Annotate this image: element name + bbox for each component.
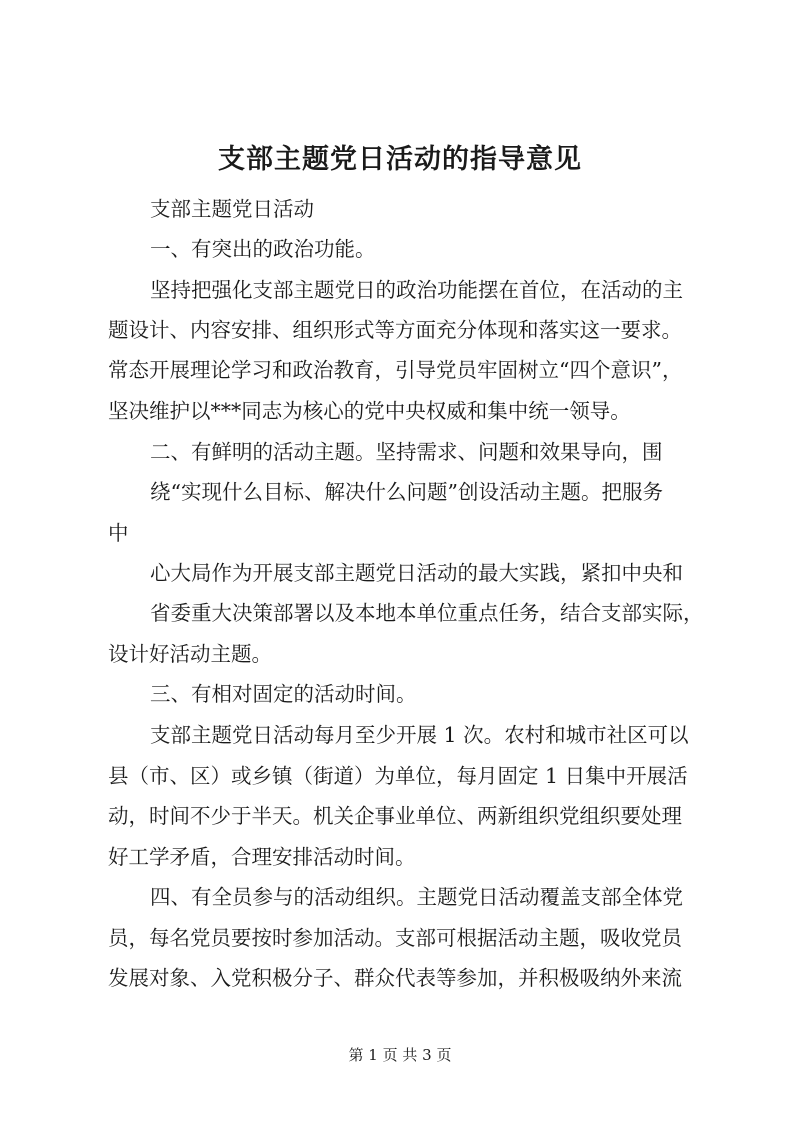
text-line: 支部主题党日活动	[150, 197, 314, 221]
text-line: 绕“实现什么目标、解决什么问题”创设活动主题。把服务	[150, 480, 663, 504]
page-number-footer: 第 1 页 共 3 页	[348, 1046, 452, 1064]
text-line: 心大局作为开展支部主题党日活动的最大实践，紧扣中央和	[150, 561, 683, 585]
text-line: 好工学矛盾，合理安排活动时间。	[108, 845, 416, 869]
text-line: 一、有突出的政治功能。	[150, 237, 376, 261]
text-line: 设计好活动主题。	[108, 642, 272, 666]
text-line: 四、有全员参与的活动组织。主题党日活动覆盖支部全体党	[150, 885, 683, 909]
text-line: 二、有鲜明的活动主题。坚持需求、问题和效果导向，围	[150, 440, 663, 464]
text-line: 发展对象、入党积极分子、群众代表等参加，并积极吸纳外来流	[108, 966, 682, 990]
text-line: 县（市、区）或乡镇（街道）为单位，每月固定 1 日集中开展活	[108, 764, 688, 788]
text-line: 三、有相对固定的活动时间。	[150, 682, 417, 706]
text-line: 坚持把强化支部主题党日的政治功能摆在首位，在活动的主	[150, 278, 683, 302]
text-line: 支部主题党日活动每月至少开展 1 次。农村和城市社区可以	[150, 723, 689, 747]
document-title: 支部主题党日活动的指导意见	[218, 144, 582, 175]
text-line: 常态开展理论学习和政治教育，引导党员牢固树立“四个意识”，	[108, 358, 683, 382]
text-line: 中	[108, 521, 129, 545]
text-line: 省委重大决策部署以及本地本单位重点任务，结合支部实际，	[150, 601, 704, 625]
text-line: 坚决维护以***同志为核心的党中央权威和集中统一领导。	[108, 399, 631, 423]
text-line: 员，每名党员要按时参加活动。支部可根据活动主题，吸收党员	[108, 926, 682, 950]
text-line: 动，时间不少于半天。机关企事业单位、两新组织党组织要处理	[108, 804, 682, 828]
text-line: 题设计、内容安排、组织形式等方面充分体现和落实这一要求。	[108, 318, 682, 342]
